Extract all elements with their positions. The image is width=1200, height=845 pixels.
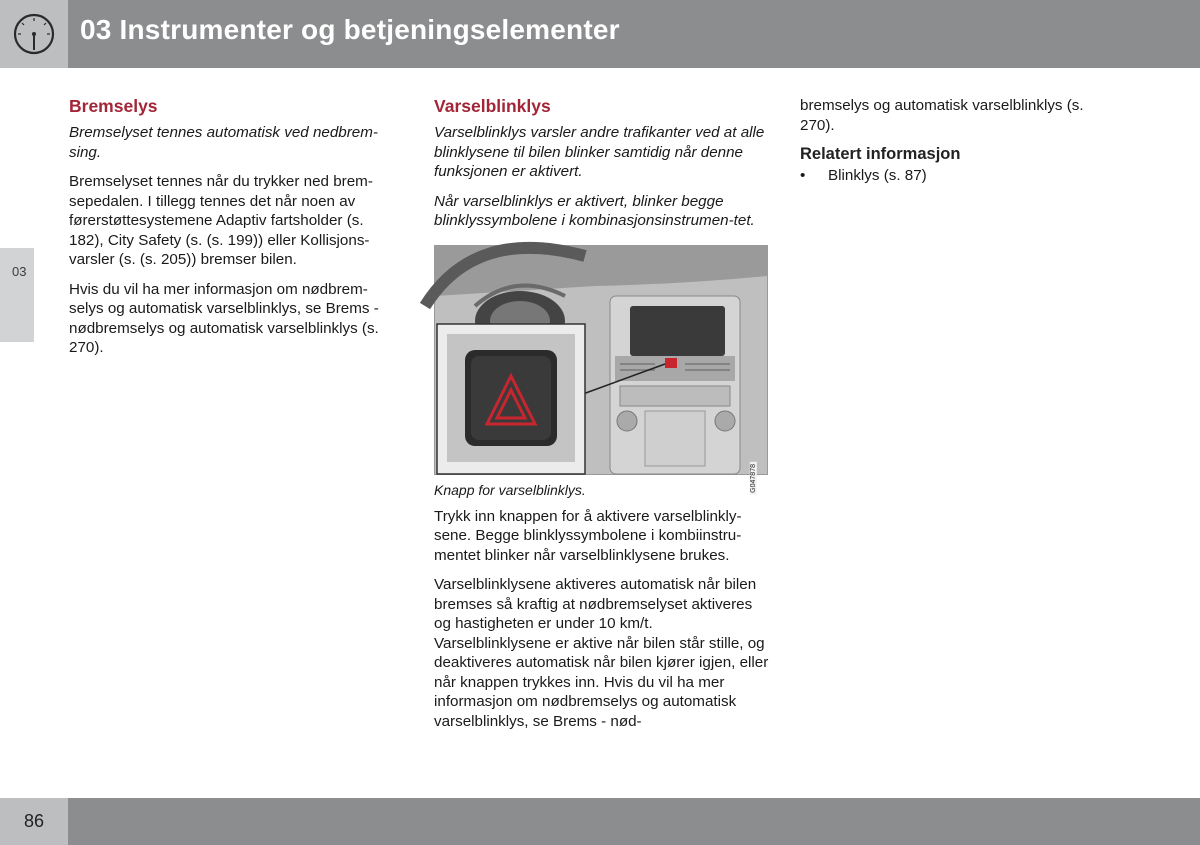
body-paragraph: Varselblinklysene aktiveres automatisk når bilen bremses så kraftig at nødbremselyset aktiveres og hastigheten er under 10 km/t. Varselblinklysene er aktive når bilen står stille, og deaktiveres automatisk når bilen kjører igjen, eller når knappen trykkes inn. Hvis du vil ha mer informasjon om nødbremselys og automatisk varselblinklys, se Brems - nød- [434,576,769,730]
related-info-link[interactable] [800,166,1120,186]
chapter-header [0,0,1200,68]
column-varselblinklys [434,96,770,741]
bullet-icon: • [800,167,806,184]
body-paragraph: Bremselyset tennes når du trykker ned brem-sepedalen. I tillegg tennes det når noen av førerstøttesystemene Adaptiv fartsholder (s. 182), City Safety (s. (s. 199)) eller Kollisjons-varsler (s. (s. 205)) bremser bilen. [69,173,373,268]
figure-reference: G047878 [750,463,757,493]
section-heading-bremselys: Bremselys [69,96,158,116]
speedometer-gauge-icon [0,0,68,68]
continued-paragraph: bremselys og automatisk varselblinklys (s. 270). [800,97,1084,134]
related-info-list [800,166,1120,186]
chapter-icon-box [0,0,68,68]
page-footer [0,798,1200,845]
page-number-box [0,798,68,845]
body-paragraph: Trykk inn knappen for å aktivere varselblinkly-sene. Begge blinklyssymbolene i kombiinstru-mentet blinker når varselblinklysene brukes. [434,507,742,564]
chapter-tab [0,248,34,342]
page-number: 86 [24,811,45,831]
chapter-title: 03 Instrumenter og betjeningselementer [80,14,620,45]
body-paragraph: Hvis du vil ha mer informasjon om nødbrem-selys og automatisk varselblinklys, se Brems - nødbremselys og automatisk varselblinklys (s. 270). [69,280,379,356]
section-heading-varselblinklys: Varselblinklys [434,96,551,116]
column-bremselys [69,96,399,368]
section-intro: Når varselblinklys er aktivert, blinker begge blinklyssymbolene i kombinasjonsinstrumen-tet. [434,192,755,229]
related-info-heading: Relatert informasjon [800,145,961,163]
column-continued [800,96,1120,186]
chapter-tab-label: 03 [12,264,27,279]
figure-caption: Knapp for varselblinklys. [434,481,586,498]
section-intro: Varselblinklys varsler andre trafikanter ved at alle blinklysene til bilen blinker samtidig når denne funksjonen er aktivert. [434,124,765,180]
related-info-link-text[interactable]: Blinklys (s. 87) [828,167,927,184]
dashboard-illustration [435,246,767,474]
section-intro: Bremselyset tennes automatisk ved nedbrem-sing. [69,124,378,161]
